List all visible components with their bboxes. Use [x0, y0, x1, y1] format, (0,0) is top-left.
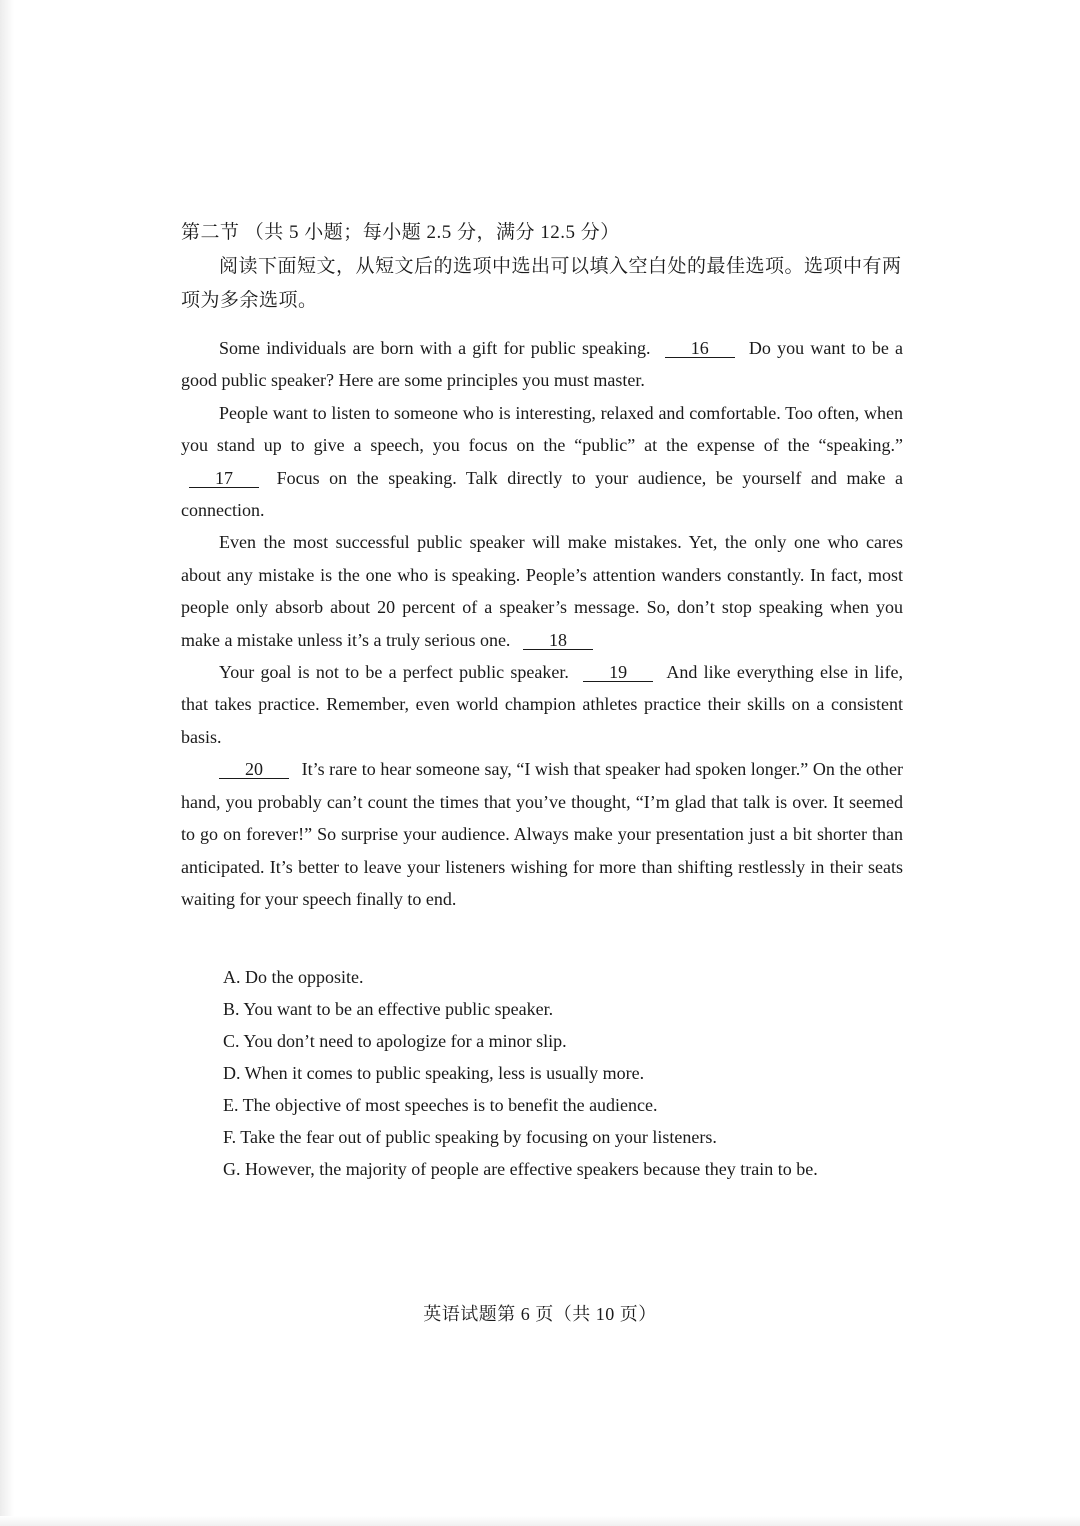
paragraph-text: It’s rare to hear someone say, “I wish that speaker had spoken longer.” On the other hand, you probably can’t count the times that you’ve thought, “I’m glad that talk is over. It seemed to go on forever!” So surprise your audience. Always make your presentation just a bit shorter than anticipated. It’s better to leave your listeners wishing for more than shifting restlessly in their seats waiting for your speech finally to end. [181, 759, 904, 909]
option-e: E. The objective of most speeches is to benefit the audience. [223, 1095, 658, 1116]
passage-paragraph-5 [181, 753, 903, 915]
page-edge-shadow [0, 0, 14, 1526]
section-instructions: 阅读下面短文，从短文后的选项中选出可以填入空白处的最佳选项。选项中有两项为多余选项。 [181, 256, 902, 311]
exam-content [181, 218, 903, 1185]
paragraph-text: Some individuals are born with a gift for public speaking. [219, 338, 651, 358]
page-bottom-shadow [0, 1516, 1080, 1526]
option-f: F. Take the fear out of public speaking by focusing on your listeners. [223, 1127, 717, 1148]
answer-blank-17: 17 [189, 469, 259, 488]
option-b: B. You want to be an effective public speaker. [223, 999, 554, 1020]
answer-blank-20: 20 [219, 760, 289, 779]
paragraph-text: Do you want to be a good public speaker? Here are some principles you must master. [181, 338, 904, 391]
passage-paragraph-1 [181, 332, 903, 397]
answer-options [181, 961, 903, 1185]
answer-blank-16: 16 [665, 339, 735, 358]
answer-blank-18: 18 [523, 631, 593, 650]
page-footer: 英语试题第 6 页（共 10 页） [423, 1304, 657, 1324]
option-c: C. You don’t need to apologize for a minor slip. [223, 1031, 567, 1052]
passage-paragraph-3 [181, 526, 903, 656]
answer-blank-19: 19 [583, 663, 653, 682]
paragraph-text: And like everything else in life, that takes practice. Remember, even world champion athletes practice their skills on a consistent basis. [181, 662, 904, 747]
paragraph-text: People want to listen to someone who is interesting, relaxed and comfortable. Too often, when you stand up to give a speech, you focus on the “public” at the expense of the “speaking.” [181, 402, 903, 456]
option-g: G. However, the majority of people are effective speakers because they train to be. [223, 1159, 818, 1180]
paragraph-text: Your goal is not to be a perfect public speaker. [219, 662, 569, 683]
passage-paragraph-2 [181, 397, 903, 527]
option-a: A. Do the opposite. [223, 967, 364, 988]
paragraph-text: Focus on the speaking. Talk directly to your audience, be yourself and make a connection. [181, 467, 904, 521]
passage-paragraph-4 [181, 656, 903, 753]
reading-passage [181, 332, 903, 915]
paragraph-text: Even the most successful public speaker will make mistakes. Yet, the only one who cares about any mistake is the one who is speaking. People’s attention wanders constantly. In fact, most people only absorb about 20 percent of a speaker’s message. So, don’t stop speaking when you make a mistake unless it’s a truly serious one. [181, 532, 903, 650]
option-d: D. When it comes to public speaking, less is usually more. [223, 1063, 645, 1084]
section-header: 第二节 （共 5 小题；每小题 2.5 分，满分 12.5 分） [181, 222, 620, 243]
